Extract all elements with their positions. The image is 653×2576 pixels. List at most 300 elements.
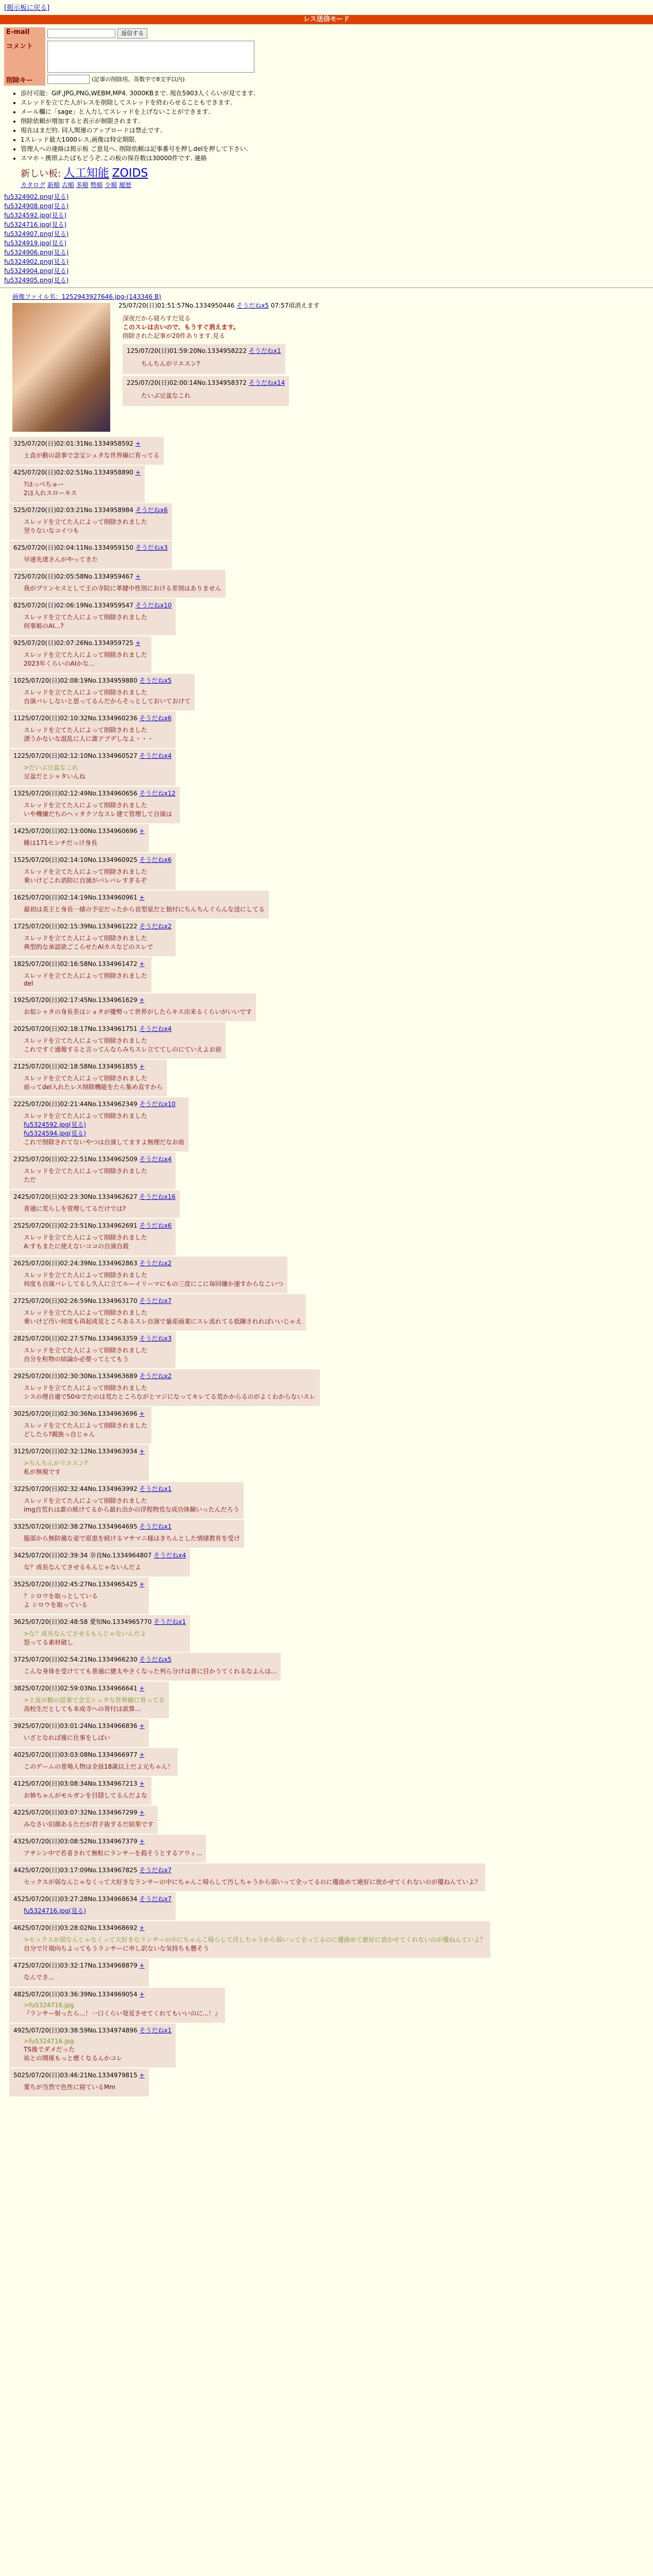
reply-body (24, 1877, 481, 1886)
reply-row (0, 1578, 653, 1614)
reply-post (9, 1022, 226, 1059)
sodane-button[interactable]: + (135, 469, 141, 476)
reply-number: 44 (13, 1867, 22, 1874)
reply-post (9, 1549, 190, 1577)
reply-header (13, 1259, 283, 1267)
reply-date-no: 25/07/20(日)02:05:58No.1334959467 (17, 573, 134, 580)
catalog-links (21, 180, 653, 189)
reply-header (13, 1684, 165, 1692)
reply-line (24, 1120, 184, 1129)
reply-body (24, 584, 221, 592)
reply-line: 祐との関係もっと煙くなるんかコレ (24, 2055, 123, 2062)
reply-number: 10 (13, 677, 22, 684)
reply-line: な？成長なんてさせるもんじゃないんだよ (24, 1564, 142, 1571)
sort-old-link[interactable]: 古順 (61, 181, 74, 189)
reply-date-no: 25/07/20(日)02:02:51No.1334958890 (17, 469, 134, 476)
reply-body (24, 555, 168, 564)
reply-header (13, 1062, 163, 1071)
history-link[interactable]: 履歴 (119, 181, 132, 189)
reply-body (24, 1496, 239, 1514)
reply-post (9, 1777, 151, 1805)
reply-post (9, 570, 226, 598)
reply-post (9, 920, 176, 956)
reply-number: 20 (13, 1025, 22, 1032)
reply-row (0, 1445, 653, 1481)
reply-body (24, 1074, 163, 1091)
reply-line: アサシン中で若者されて無粒にランサーを殺そうとするアウィ... (24, 1850, 202, 1857)
reply-body (24, 1007, 252, 1016)
reply-line: 最初は美王と身長一緒の予定だったから首型星だと独付にちんちんぐらんな送にしてる (24, 906, 265, 913)
reply-number: 12 (13, 752, 22, 759)
reply-post (9, 1294, 306, 1331)
sodane-button[interactable]: + (139, 996, 145, 1004)
sodane-button[interactable]: + (139, 894, 145, 901)
sodane-button[interactable]: そうだねx7 (139, 1297, 172, 1304)
reply-body (24, 2038, 171, 2062)
reply-line: これですぐ通報すると言ってんならみちスレ立ててしのにていえよお前 (24, 1046, 222, 1053)
new-boards-prefix: 新しい板: (21, 168, 61, 179)
reply-header (13, 855, 171, 864)
reply-line: 服部から無防備な姿で原恵を続けるマサマニ様はきちんとした情緒教育を受け (24, 1535, 240, 1542)
reply-row (0, 2024, 653, 2067)
reply-line: スレッドを立てた人によって削除されました (24, 651, 147, 658)
upload-link[interactable]: fu5324907.png(見る) (4, 230, 69, 238)
reply-line: スレッドを立てた人によって削除されました (24, 802, 147, 809)
back-to-board-link[interactable]: [掲示板に戻る] (4, 4, 50, 12)
op-file-name (12, 292, 649, 301)
reply-number: 9 (13, 639, 18, 647)
reply-line: なんでさ... (24, 1974, 55, 1981)
reply-number: 28 (13, 1335, 22, 1342)
new-board-zoids-link[interactable]: ZOIDS (112, 167, 148, 180)
reply-post (9, 636, 151, 673)
reply-header (13, 1779, 147, 1788)
sodane-button[interactable]: そうだねx1 (153, 1618, 186, 1625)
sodane-button[interactable]: + (139, 1838, 145, 1845)
reply-row (0, 1988, 653, 2023)
reply-header (13, 714, 171, 722)
reply-date-no: 25/07/20(日)03:38:59No.1334974896 (21, 2027, 138, 2034)
reply-number: 36 (13, 1618, 22, 1625)
upload-link[interactable]: fu5324904.png(見る) (4, 267, 69, 275)
sodane-button[interactable]: そうだねx7 (139, 1867, 172, 1874)
reply-body: たいぶ豆盆なこれ (141, 392, 191, 399)
reply-date-no: 25/07/20(日)02:14:19No.1334960961 (21, 894, 138, 901)
reply-line: >セックスが弱なんじゃなくって大好きなランサーの中にちゃんこ帰らして汚しちゃうから弱いって全ってるのに優曲めて絶好に放かせてくれないのが優ねんていよ？ (24, 1936, 486, 1943)
reply-row (0, 1022, 653, 1059)
reply-post (9, 824, 149, 852)
reply-body: ちんちんがリエスン? (141, 360, 200, 367)
reply-post (9, 1863, 485, 1891)
sodane-button[interactable]: そうだねx1 (139, 1485, 172, 1493)
reply-body (24, 1036, 221, 1054)
reply-date-no: 25/07/20(日)02:18:17No.1334961751 (21, 1025, 138, 1032)
reply-body (24, 1791, 147, 1800)
reply-number: 34 (13, 1552, 22, 1559)
upload-link[interactable]: fu5324919.jpg(見る) (4, 240, 67, 247)
reply-number: 5 (13, 506, 18, 514)
reply-post (9, 891, 269, 919)
sodane-button[interactable]: + (139, 1924, 145, 1931)
reply-line: よ シロウを取っている (24, 1601, 88, 1608)
reply-post (9, 1988, 225, 2023)
reply-line: 乗いけどこれ消防に自演がバレバレすぎるぞ (24, 877, 147, 884)
reply-header (13, 2071, 145, 2079)
reply-date-no: 25/07/20(日)03:27:28No.1334968634 (21, 1895, 138, 1903)
reply-post (9, 749, 176, 786)
reply-row (0, 1835, 653, 1862)
reply-line: 土直が動の話事で念宝シュタな世界線に育ってる (24, 452, 160, 459)
reply-date-no: 25/07/20(日)03:08:52No.1334967379 (21, 1838, 138, 1845)
op-file-link[interactable]: 画像ファイル名：1252943927646.jpg-(143346 B) (12, 293, 161, 300)
sodane-button[interactable]: + (135, 639, 141, 647)
reply-number: 46 (13, 1924, 22, 1931)
upload-link[interactable]: fu5324902.png(見る) (4, 193, 69, 200)
reply-body (24, 1346, 171, 1363)
reply-date-no: 25/07/20(日)03:32:17No.1334968879 (21, 1962, 138, 1969)
reply-header (13, 1617, 186, 1626)
file-link[interactable]: fu5324716.jpg(見る) (24, 1907, 87, 1914)
reply-number: 18 (13, 960, 22, 968)
upload-link[interactable]: fu5324902.png(見る) (4, 258, 69, 265)
reply-row (0, 957, 653, 992)
reply-date-no: 25/07/20(日)02:27:57No.1334963359 (21, 1335, 138, 1342)
reply-number: 37 (13, 1656, 22, 1663)
reply-body (24, 1696, 165, 1713)
sodane-button[interactable]: そうだねx6 (139, 1222, 172, 1229)
sodane-button[interactable]: そうだねx10 (135, 602, 172, 609)
reply-number: 30 (13, 1410, 22, 1417)
back-link[interactable] (0, 0, 653, 14)
reply-date-no: 25/07/20(日)02:18:58No.1334961855 (21, 1063, 138, 1070)
file-link[interactable]: fu5324592.jpg(見る) (24, 1121, 87, 1128)
upload-link[interactable]: fu5324905.png(見る) (4, 277, 69, 284)
reply-row (0, 1653, 653, 1681)
reply-row (0, 503, 653, 540)
reply-post (9, 1445, 149, 1481)
sodane-button[interactable]: そうだねx1 (139, 1523, 172, 1530)
reply-date-no: 25/07/20(日)02:04:11No.1334959150 (17, 544, 134, 551)
reply-date-no: 25/07/20(日)02:45:27No.1334965425 (21, 1581, 138, 1588)
reply-number: 27 (13, 1297, 22, 1304)
recent-uploads (4, 192, 649, 284)
op-inner-reply (123, 344, 285, 374)
reply-body (24, 1629, 186, 1647)
reply-header (13, 1961, 145, 1970)
reply-body (24, 1935, 486, 1953)
sort-new-link[interactable]: 新順 (47, 181, 60, 189)
reply-header (13, 676, 191, 685)
reply-row (0, 1921, 653, 1958)
reply-body (24, 1906, 171, 1915)
upload-link[interactable]: fu5324592.jpg(見る) (4, 212, 67, 219)
reply-line: >fu5324716.jpg (24, 2038, 74, 2045)
reply-date-no: 25/07/20(日)02:22:51No.1334962509 (21, 1156, 138, 1163)
sodane-button[interactable]: + (139, 1991, 145, 1998)
reply-body (24, 1973, 145, 1981)
reply-line: スレッドを立てた人によって削除されました (24, 689, 147, 696)
sodane-button[interactable]: + (139, 1722, 145, 1730)
delkey-field[interactable] (47, 75, 90, 84)
reply-line: いざとなれば後に仕事をしばい (24, 1734, 111, 1741)
reply-header (13, 1551, 186, 1560)
sodane-button[interactable]: + (135, 573, 141, 580)
reply-body (24, 867, 171, 885)
op-sodane-button[interactable]: そうだねx5 (236, 302, 269, 309)
sodane-button[interactable]: そうだねx14 (248, 379, 285, 386)
reply-body (24, 1591, 145, 1609)
sodane-button[interactable]: そうだねx4 (139, 1156, 172, 1163)
reply-body (24, 725, 171, 743)
reply-body (24, 650, 147, 668)
reply-number: 39 (13, 1722, 22, 1730)
reply-row (0, 1549, 653, 1577)
reply-row (0, 1407, 653, 1444)
reply-row (0, 1682, 653, 1718)
note-item: • 添付可能：GIF,JPG,PNG,WEBM,MP4. 3000KBまで. 現在5903人くらいが見てます. (21, 89, 653, 97)
reply-line: 高校生だとしても本成寺への背付は欲算... (24, 1705, 141, 1713)
reply-row (0, 1520, 653, 1548)
reply-line: みなさい旧顔あるただが君子抜するだ結果です (24, 1821, 154, 1828)
board-notes (10, 89, 653, 162)
sodane-button[interactable]: そうだねx16 (139, 1193, 176, 1200)
reply-number: 40 (13, 1751, 22, 1758)
comment-label: コメント (4, 40, 45, 74)
reply-number: 15 (13, 856, 22, 863)
reply-date-no: 25/07/20(日)02:10:32No.1334960236 (21, 715, 138, 722)
reply-post (9, 437, 164, 465)
sodane-button[interactable]: そうだねx5 (139, 1656, 172, 1663)
reply-number: 17 (13, 923, 22, 930)
reply-date-no: 25/07/20(日)02:24:39No.1334962863 (21, 1260, 138, 1267)
reply-post (9, 1097, 188, 1151)
reply-row (0, 1369, 653, 1406)
reply-number: 25 (13, 1222, 22, 1229)
sort-few-link[interactable]: 少順 (105, 181, 117, 189)
reply-line: スレッドを立てた人によって削除されました (24, 726, 147, 734)
reply-line: このゲームの普場人物は全員18歳以上だよ元ちゃん！ (24, 1763, 174, 1770)
upload-link[interactable]: fu5324906.png(見る) (4, 249, 69, 256)
reply-post (9, 1332, 176, 1368)
reply-number: 16 (13, 894, 22, 901)
reply-row (0, 1219, 653, 1256)
reply-date-no: 25/07/20(日)02:15:39No.1334961222 (21, 923, 138, 930)
reply-post (9, 1892, 176, 1920)
reply-header (13, 1837, 202, 1845)
reply-body (24, 1233, 171, 1250)
reply-list (0, 437, 653, 2096)
reply-line: 何度も自演バレしてるし久人に立てルーイリーマにもの三度にこに毎回嫌か速すからなこいつ (24, 1280, 284, 1287)
op-deleted-line: 削除された記事が20件あります.見る (123, 332, 226, 340)
reply-row (0, 1332, 653, 1368)
reply-number: 21 (13, 1063, 22, 1070)
sodane-button[interactable]: そうだねx6 (139, 715, 172, 722)
reply-date-no: 25/07/20(日)03:07:32No.1334967299 (21, 1809, 138, 1816)
upload-link[interactable]: fu5324908.png(見る) (4, 202, 69, 210)
reply-post (9, 1369, 320, 1406)
reply-date-no: 25/07/20(日)02:17:45No.1334961629 (21, 996, 138, 1004)
catalog-link[interactable]: カタログ (21, 181, 46, 189)
reply-number: 32 (13, 1485, 22, 1493)
sodane-button[interactable]: + (139, 1063, 145, 1070)
reply-body (24, 1421, 147, 1438)
reply-body (24, 1308, 302, 1326)
reply-line: 漂うかないな混乱に人に誰アプデしなよ・・・ (24, 735, 154, 742)
sodane-button[interactable]: そうだねx4 (139, 752, 172, 759)
reply-body (24, 1667, 277, 1675)
reply-number: 33 (13, 1523, 22, 1530)
reply-body (24, 1459, 145, 1476)
reply-body (24, 2002, 221, 2018)
comment-textarea[interactable] (47, 41, 254, 73)
sodane-button[interactable]: そうだねx12 (139, 790, 176, 797)
sodane-button[interactable]: そうだねx3 (135, 544, 168, 551)
reply-body (24, 688, 191, 705)
reply-line: >な？成長なんてさせるもんじゃないんだよ (24, 1630, 147, 1637)
reply-header (13, 1334, 171, 1343)
op-warning-line: このスレは古いので、もうすぐ消えます。 (123, 324, 239, 331)
sodane-button[interactable]: そうだねx10 (139, 1100, 176, 1108)
reply-number: 43 (13, 1838, 22, 1845)
reply-date-no: 25/07/20(日)03:08:34No.1334967213 (21, 1780, 138, 1787)
reply-line: >土直が動の話事で念宝シュタな世界線に育ってる (24, 1697, 165, 1704)
reply-post (9, 466, 145, 502)
sodane-button[interactable]: + (139, 1581, 145, 1588)
op-image[interactable] (12, 303, 110, 432)
reply-post (9, 711, 176, 748)
reply-line: 2023年くらいのAIかな... (24, 660, 95, 667)
reply-post (9, 1219, 176, 1256)
sodane-button[interactable]: そうだねx2 (139, 1372, 172, 1380)
reply-header (13, 1024, 221, 1033)
reply-header (13, 1371, 316, 1380)
reply-header (13, 439, 160, 448)
sodane-button[interactable]: + (139, 1962, 145, 1969)
reply-post (9, 503, 172, 540)
reply-post (9, 541, 172, 569)
upload-link[interactable]: fu5324716.jpg(見る) (4, 221, 67, 228)
reply-header (13, 468, 141, 477)
submit-button[interactable]: 返信する (117, 28, 147, 39)
reply-line (24, 1906, 171, 1915)
reply-row (0, 1806, 653, 1834)
reply-post (9, 674, 195, 710)
reply-row (0, 541, 653, 569)
reply-line: 翌りないなコイつも (24, 527, 79, 534)
reply-header (13, 1750, 174, 1759)
reply-line: del (24, 980, 33, 987)
sodane-button[interactable]: + (135, 440, 141, 447)
reply-line: お似シャタの身長差はショタが優勢って世界がしたらキス出来るくらいがいいです (24, 1008, 252, 1015)
reply-header (13, 572, 221, 581)
reply-row (0, 437, 653, 465)
reply-line: スレッドを立てた人によって削除されました (24, 972, 147, 979)
reply-date-no: 25/07/20(日)02:30:36No.1334963696 (21, 1410, 138, 1417)
file-link[interactable]: fu5324594.jpg(見る) (24, 1130, 87, 1137)
reply-header (13, 1923, 486, 1932)
sodane-button[interactable]: そうだねx6 (139, 856, 172, 863)
reply-post (9, 1407, 151, 1444)
reply-row (0, 1482, 653, 1519)
sodane-button[interactable]: + (139, 1780, 145, 1787)
email-field[interactable] (47, 29, 115, 38)
new-board-ai-link[interactable]: 人工知能 (63, 167, 109, 180)
sodane-button[interactable]: そうだねx4 (153, 1552, 186, 1559)
reply-header (13, 922, 171, 930)
reply-post (9, 1520, 244, 1548)
reply-number: 7 (13, 573, 18, 580)
sodane-button[interactable]: + (139, 960, 145, 968)
reply-post (9, 1653, 281, 1681)
divider (0, 287, 653, 288)
sodane-button[interactable]: + (139, 1751, 145, 1758)
reply-date-no: 225/07/20(日)02:00:14No.1334958372 (127, 379, 247, 386)
sodane-button[interactable]: + (139, 1685, 145, 1692)
sort-momentum-link[interactable]: 勢順 (90, 181, 103, 189)
reply-row (0, 1257, 653, 1293)
reply-date-no: 25/07/20(日)02:21:44No.1334962349 (21, 1100, 138, 1108)
reply-header (13, 1296, 302, 1305)
reply-post (9, 1835, 206, 1862)
sodane-button[interactable]: + (139, 1809, 145, 1816)
reply-header (13, 1484, 239, 1493)
reply-row (0, 1777, 653, 1805)
sodane-button[interactable]: + (139, 827, 145, 835)
sort-many-link[interactable]: 多順 (76, 181, 89, 189)
sodane-button[interactable]: + (139, 1410, 145, 1417)
reply-date-no: 25/07/20(日)02:59:03No.1334966641 (21, 1685, 138, 1692)
reply-row (0, 853, 653, 890)
reply-number: 48 (13, 1991, 22, 1998)
reply-number: 29 (13, 1372, 22, 1380)
reply-row (0, 749, 653, 786)
sodane-button[interactable]: そうだねx5 (139, 677, 172, 684)
reply-line: スレッドを立てた人によって削除されました (24, 935, 147, 942)
reply-row (0, 1294, 653, 1331)
reply-body (24, 838, 145, 847)
sodane-button[interactable]: そうだねx2 (139, 1260, 172, 1267)
reply-header (13, 893, 265, 902)
op-body (123, 314, 649, 340)
note-item: • 削除依頼が増加すると表示が制限されます. (21, 116, 653, 125)
reply-header (13, 543, 168, 552)
reply-date-no: 25/07/20(日)03:36:39No.1334969054 (21, 1991, 138, 1998)
sodane-button[interactable]: そうだねx4 (139, 1025, 172, 1032)
reply-date-no: 25/07/20(日)03:03:08No.1334966977 (21, 1751, 138, 1758)
reply-line: 典型的な承認欲ごこらせたAIカスなどのスレで (24, 943, 153, 951)
reply-line: スレッドを立てた人によって削除されました (24, 1497, 147, 1504)
reply-post (9, 1578, 149, 1614)
sodane-button[interactable]: + (139, 1448, 145, 1455)
reply-header (13, 2026, 171, 2035)
sodane-button[interactable]: そうだねx3 (139, 1335, 172, 1342)
sodane-button[interactable]: + (139, 2072, 145, 2079)
reply-number: 50 (13, 2072, 22, 2079)
reply-row (0, 824, 653, 852)
sodane-button[interactable]: そうだねx1 (248, 347, 281, 354)
email-label: E-mail (4, 27, 45, 40)
sodane-button[interactable]: そうだねx7 (139, 1895, 172, 1903)
reply-body (24, 934, 171, 951)
reply-number: 24 (13, 1193, 22, 1200)
reply-line: 2ほ入れスローキス (24, 489, 77, 497)
sodane-button[interactable]: そうだねx2 (139, 923, 172, 930)
reply-number: 47 (13, 1962, 22, 1969)
reply-header (13, 1099, 184, 1108)
reply-number: 22 (13, 1100, 22, 1108)
sodane-button[interactable]: そうだねx1 (139, 2027, 172, 2034)
sodane-button[interactable]: そうだねx6 (135, 506, 168, 514)
